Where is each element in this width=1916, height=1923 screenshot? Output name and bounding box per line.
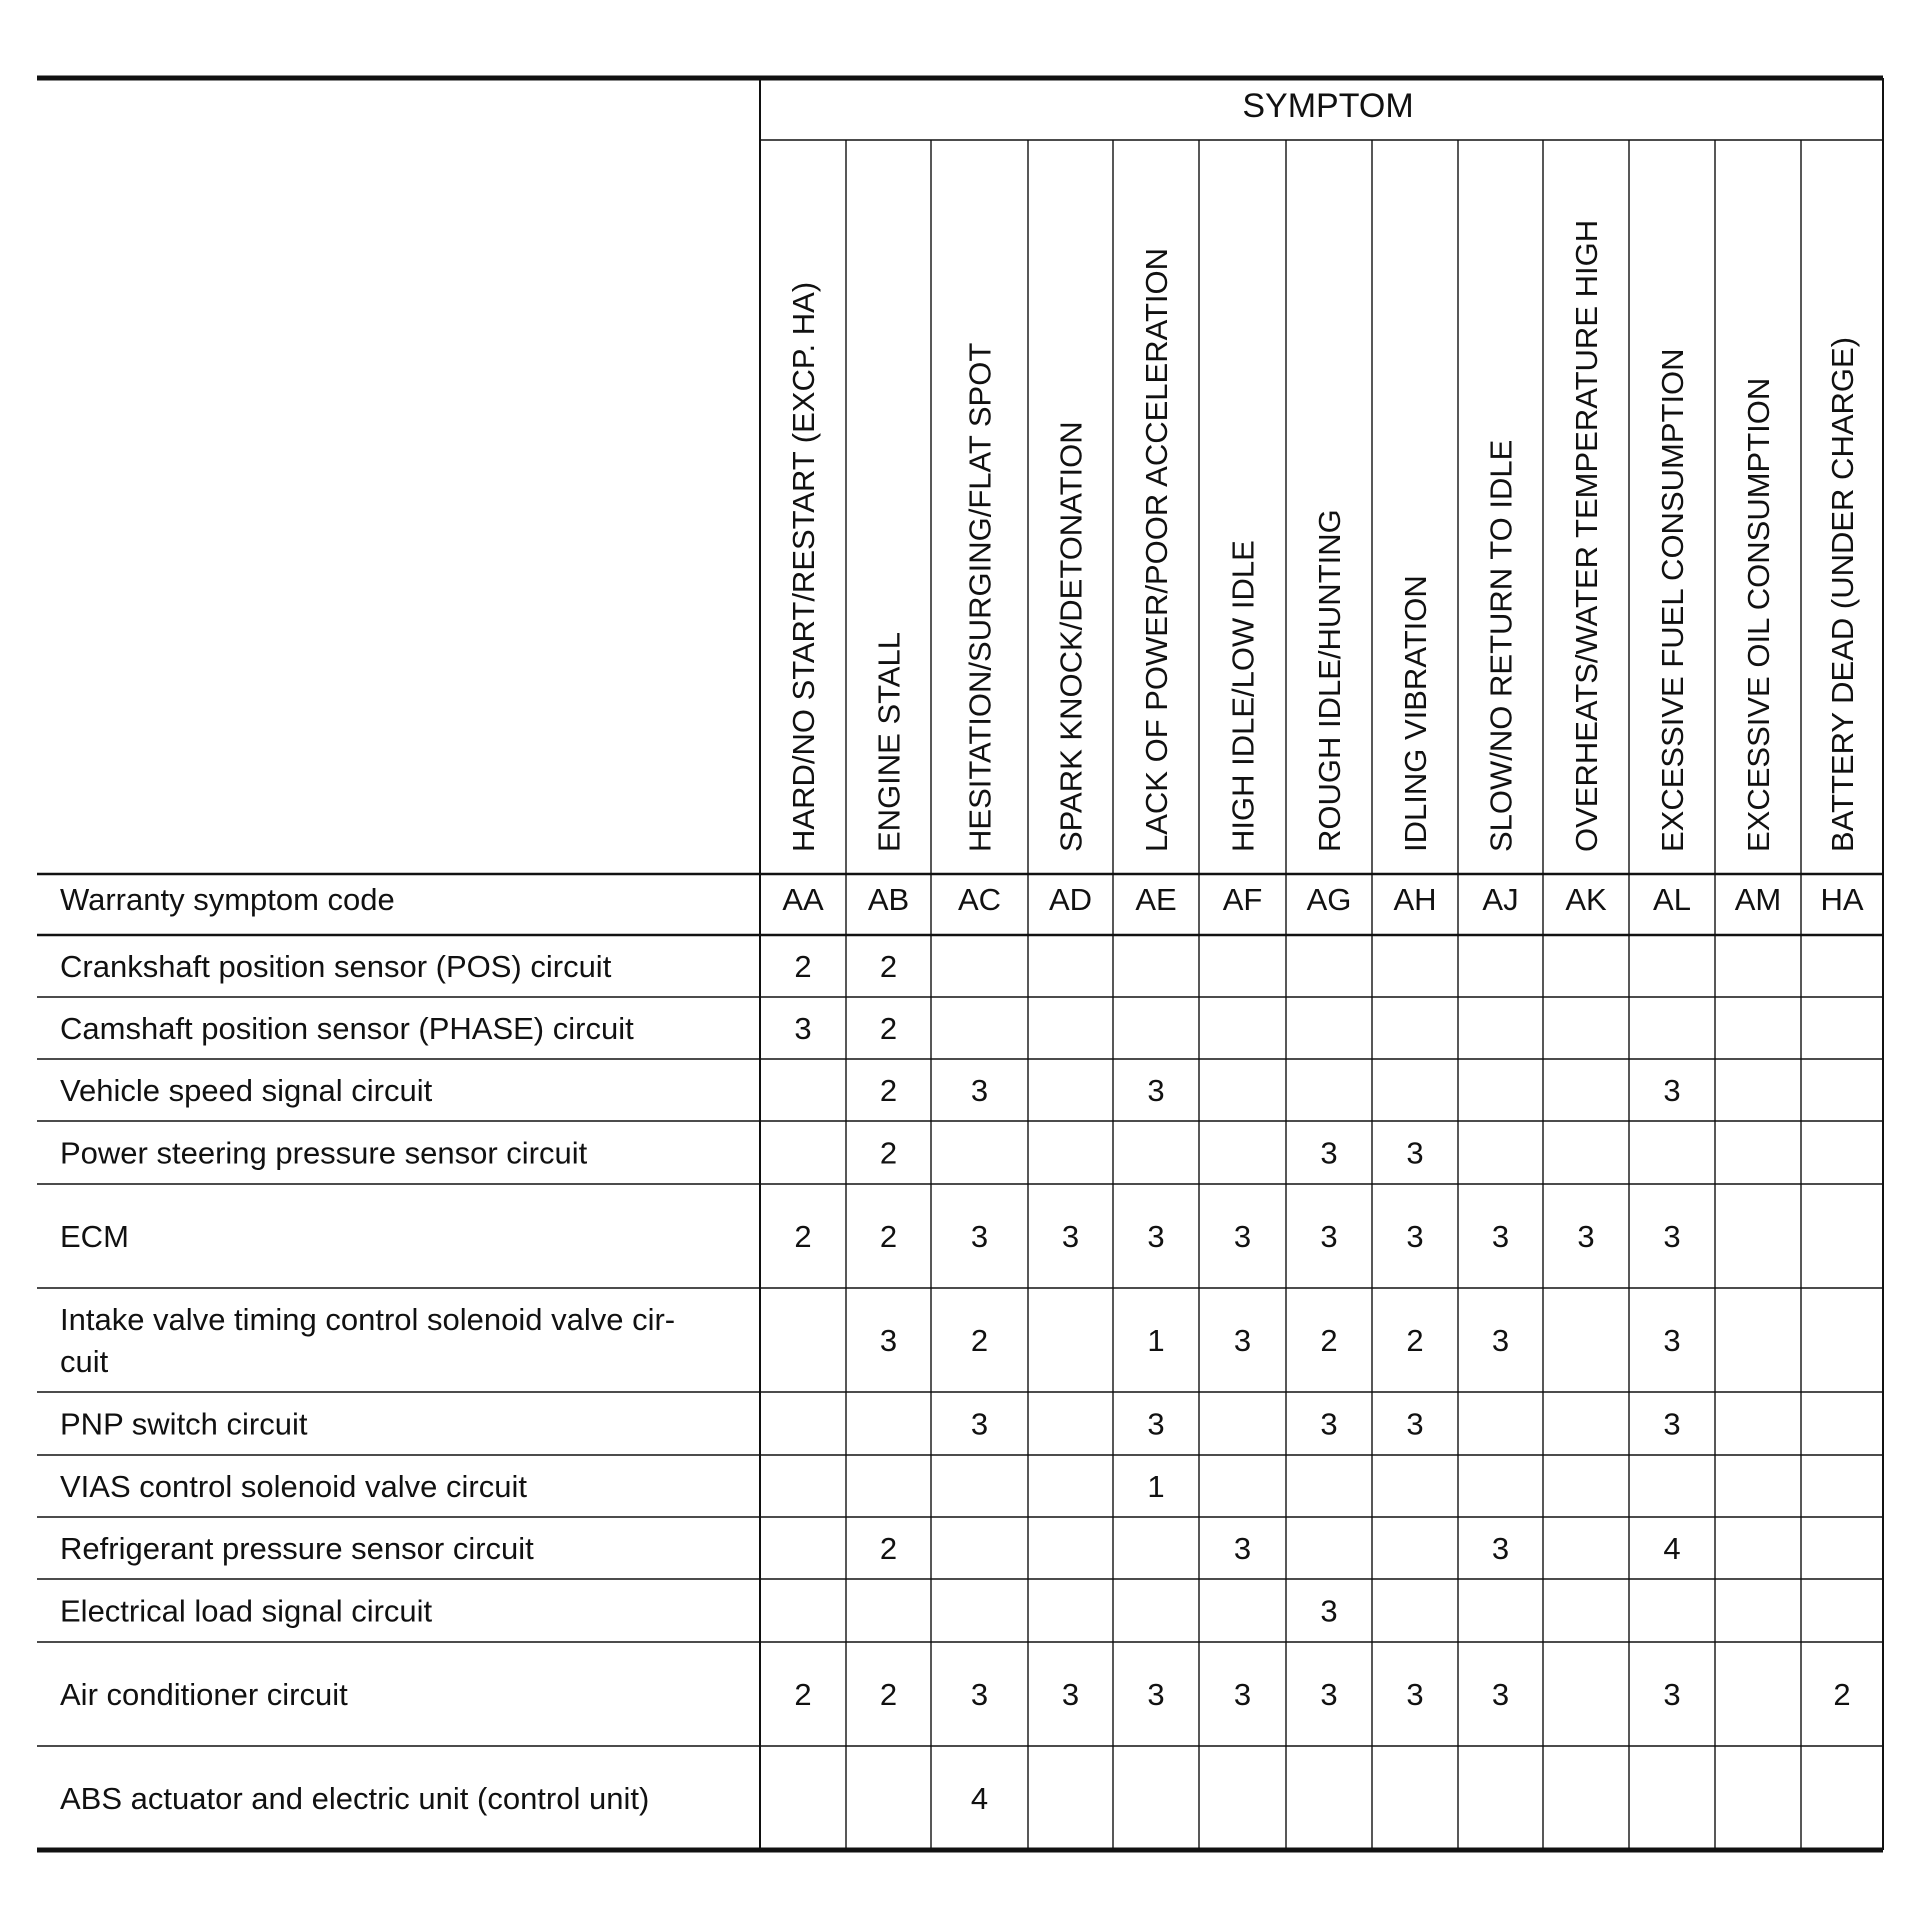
- row-label: Vehicle speed signal circuit: [60, 1073, 433, 1108]
- warranty-code-cell: HA: [1820, 882, 1864, 917]
- symptom-column-header: SLOW/NO RETURN TO IDLE: [1483, 439, 1519, 852]
- row-label: cuit: [60, 1344, 109, 1379]
- rating-cell: 3: [1320, 1135, 1338, 1171]
- symptom-column-header: HIGH IDLE/LOW IDLE: [1225, 540, 1261, 852]
- rating-cell: 3: [1320, 1593, 1338, 1629]
- rating-cell: 3: [1577, 1219, 1595, 1254]
- row-label: Air conditioner circuit: [60, 1677, 348, 1712]
- rating-cell: 3: [1663, 1323, 1681, 1358]
- row-label: ECM: [60, 1219, 129, 1254]
- rating-cell: 3: [970, 1406, 989, 1442]
- rating-cell: 3: [1233, 1219, 1252, 1254]
- symptom-column-header: BATTERY DEAD (UNDER CHARGE): [1825, 336, 1860, 852]
- rating-cell: 2: [879, 1073, 898, 1108]
- row-label: ABS actuator and electric unit (control unit): [60, 1781, 650, 1816]
- symptom-column-headers: [786, 220, 1860, 852]
- rating-cell: 3: [1147, 1406, 1165, 1442]
- warranty-code-cell: AE: [1135, 882, 1177, 917]
- rating-cell: 3: [1147, 1677, 1165, 1712]
- table-row: [60, 1531, 1681, 1566]
- rating-cell: 1: [1147, 1323, 1165, 1358]
- rating-cell: 2: [970, 1323, 989, 1358]
- row-label: Crankshaft position sensor (POS) circuit: [60, 949, 612, 984]
- rating-cell: 3: [1147, 1219, 1165, 1254]
- rating-cell: 2: [794, 949, 812, 984]
- table-row: [60, 1407, 1681, 1442]
- warranty-code-cell: AF: [1222, 882, 1263, 917]
- rating-cell: 3: [1147, 1073, 1165, 1108]
- rating-cell: 3: [1233, 1677, 1252, 1712]
- rating-cell: 3: [879, 1323, 898, 1358]
- warranty-code-cell: AB: [867, 882, 910, 917]
- rating-cell: 2: [794, 1677, 812, 1712]
- row-label: Refrigerant pressure sensor circuit: [60, 1531, 534, 1566]
- rating-cell: 2: [879, 1677, 898, 1712]
- row-label: PNP switch circuit: [60, 1406, 308, 1442]
- rating-cell: 3: [1320, 1406, 1338, 1442]
- rating-cell: 3: [970, 1677, 989, 1712]
- symptom-column-header: LACK OF POWER/POOR ACCELERATION: [1139, 247, 1174, 852]
- table-row: [60, 1219, 1681, 1254]
- symptom-column-header: HESITATION/SURGING/FLAT SPOT: [962, 342, 998, 852]
- rating-cell: 3: [970, 1073, 989, 1108]
- rating-cell: 2: [879, 949, 898, 984]
- row-label: Power steering pressure sensor circuit: [60, 1135, 588, 1171]
- symptom-column-header: ENGINE STALL: [871, 632, 907, 852]
- rating-cell: 3: [1663, 1073, 1681, 1108]
- table-row: [60, 1302, 1681, 1379]
- rating-cell: 3: [1663, 1677, 1681, 1712]
- symptom-column-header: SPARK KNOCK/DETONATION: [1053, 421, 1089, 852]
- table-row: [60, 1594, 1338, 1629]
- table-row: [60, 1677, 1851, 1712]
- rating-cell: 3: [1233, 1323, 1252, 1358]
- rating-cell: 2: [879, 1135, 898, 1171]
- rating-cell: 3: [1406, 1406, 1424, 1442]
- symptom-column-header: HARD/NO START/RESTART (EXCP. HA): [786, 281, 821, 852]
- rating-cell: 3: [1663, 1406, 1681, 1442]
- table-row: [60, 1073, 1681, 1108]
- rating-cell: 3: [1061, 1219, 1080, 1254]
- symptom-column-header: EXCESSIVE OIL CONSUMPTION: [1741, 377, 1776, 852]
- symptom-header: SYMPTOM: [1242, 87, 1414, 125]
- symptom-column-header: OVERHEATS/WATER TEMPERATURE HIGH: [1569, 219, 1604, 852]
- symptom-column-header: EXCESSIVE FUEL CONSUMPTION: [1655, 348, 1690, 852]
- warranty-code-cell: AL: [1653, 882, 1691, 917]
- warranty-code-label: Warranty symptom code: [60, 882, 395, 917]
- rating-cell: 2: [794, 1219, 812, 1254]
- rating-cell: 2: [1320, 1323, 1338, 1358]
- table-row: [60, 1781, 988, 1816]
- rating-cell: 2: [1833, 1677, 1851, 1712]
- rating-cell: 3: [1320, 1219, 1338, 1254]
- warranty-code-row: [782, 882, 1864, 917]
- rating-cell: 3: [1491, 1219, 1510, 1254]
- warranty-code-cell: AG: [1306, 882, 1352, 917]
- rating-cell: 3: [1320, 1677, 1338, 1712]
- row-label: Camshaft position sensor (PHASE) circuit: [60, 1011, 634, 1046]
- rating-cell: 3: [1406, 1677, 1424, 1712]
- rating-cell: 3: [1406, 1219, 1424, 1254]
- warranty-code-cell: AK: [1565, 882, 1607, 917]
- table-row: [60, 949, 897, 984]
- rating-cell: 3: [970, 1219, 989, 1254]
- warranty-code-cell: AC: [957, 882, 1002, 917]
- symptom-column-header: IDLING VIBRATION: [1398, 575, 1433, 852]
- rating-cell: 2: [1406, 1323, 1424, 1358]
- rating-cell: 3: [1491, 1531, 1510, 1566]
- symptom-column-header: ROUGH IDLE/HUNTING: [1312, 509, 1347, 852]
- rating-cell: 3: [1233, 1531, 1252, 1566]
- table-row: [60, 1011, 897, 1046]
- row-label: Intake valve timing control solenoid valve cir-: [60, 1302, 676, 1337]
- rating-cell: 3: [1663, 1219, 1681, 1254]
- rating-cell: 2: [879, 1219, 898, 1254]
- rating-cell: 3: [1491, 1323, 1510, 1358]
- rating-cell: 4: [1663, 1531, 1681, 1566]
- table-body-rows: [60, 949, 1851, 1816]
- rating-cell: 3: [1406, 1135, 1424, 1171]
- table-row: [60, 1136, 1424, 1171]
- row-label: VIAS control solenoid valve circuit: [60, 1469, 527, 1504]
- warranty-code-cell: AH: [1393, 882, 1437, 917]
- table-row: [60, 1469, 1165, 1504]
- rating-cell: 1: [1147, 1469, 1165, 1504]
- rating-cell: 3: [794, 1011, 812, 1046]
- warranty-code-cell: AA: [782, 882, 824, 917]
- warranty-code-cell: AD: [1048, 882, 1093, 917]
- row-label: Electrical load signal circuit: [60, 1593, 433, 1629]
- warranty-code-cell: AM: [1734, 882, 1782, 917]
- rating-cell: 4: [970, 1781, 989, 1816]
- rating-cell: 3: [1491, 1677, 1510, 1712]
- rating-cell: 3: [1061, 1677, 1080, 1712]
- rating-cell: 2: [879, 1531, 898, 1566]
- rating-cell: 2: [879, 1011, 898, 1046]
- warranty-code-cell: AJ: [1482, 882, 1519, 917]
